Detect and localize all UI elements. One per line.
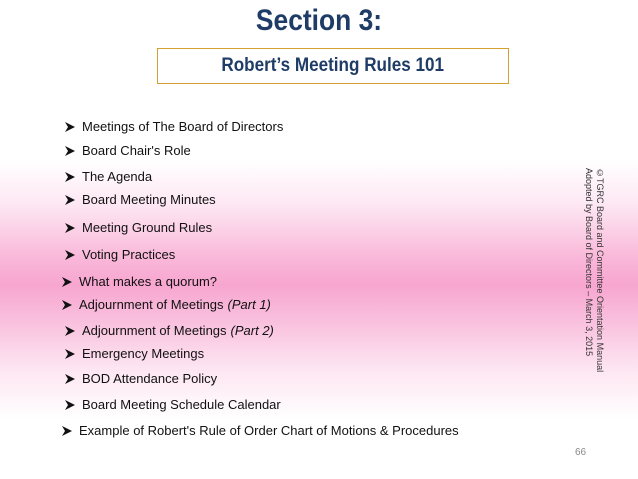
list-item-label: BOD Attendance Policy bbox=[82, 371, 218, 386]
list-item-note: (Part 1) bbox=[227, 297, 271, 312]
arrowhead-bullet-icon bbox=[64, 194, 76, 206]
list-item-label: What makes a quorum? bbox=[79, 274, 218, 289]
list-item bbox=[64, 346, 204, 361]
list-item-label: Emergency Meetings bbox=[82, 346, 205, 361]
list-item bbox=[61, 297, 271, 312]
arrowhead-bullet-icon bbox=[64, 121, 76, 133]
list-item bbox=[61, 423, 459, 438]
list-item-label: Board Chair's Role bbox=[82, 143, 191, 158]
list-item-label: Adjournment of Meetings bbox=[79, 297, 224, 312]
list-item bbox=[64, 220, 212, 235]
list-item bbox=[64, 192, 216, 207]
subtitle-box bbox=[157, 48, 509, 84]
arrowhead-bullet-icon bbox=[64, 222, 76, 234]
arrowhead-bullet-icon bbox=[64, 171, 76, 183]
list-item-label: Meetings of The Board of Directors bbox=[82, 119, 284, 134]
list-item bbox=[64, 323, 274, 338]
arrowhead-bullet-icon bbox=[61, 276, 73, 288]
arrowhead-bullet-icon bbox=[64, 373, 76, 385]
list-item-label: Adjournment of Meetings bbox=[82, 323, 227, 338]
page-title: Section 3: bbox=[255, 4, 383, 37]
list-item-label: Example of Robert's Rule of Order Chart of Motions & Procedures bbox=[79, 423, 459, 438]
list-item-label: The Agenda bbox=[82, 169, 153, 184]
arrowhead-bullet-icon bbox=[64, 325, 76, 337]
copyright-line-2: Adopted by Board of Directors – March 3, 2015 bbox=[584, 168, 594, 357]
arrowhead-bullet-icon bbox=[64, 399, 76, 411]
copyright-note bbox=[583, 168, 605, 372]
arrowhead-bullet-icon bbox=[61, 299, 73, 311]
arrowhead-bullet-icon bbox=[64, 249, 76, 261]
page-number: 66 bbox=[575, 447, 587, 458]
list-item bbox=[64, 143, 191, 158]
list-item bbox=[64, 371, 217, 386]
list-item bbox=[64, 247, 175, 262]
list-item bbox=[61, 274, 217, 289]
list-item bbox=[64, 169, 152, 184]
list-item bbox=[64, 397, 281, 412]
list-item-note: (Part 2) bbox=[230, 323, 274, 338]
subtitle: Robert’s Meeting Rules 101 bbox=[221, 55, 445, 76]
arrowhead-bullet-icon bbox=[64, 145, 76, 157]
list-item bbox=[64, 119, 283, 134]
list-item-label: Voting Practices bbox=[82, 247, 176, 262]
arrowhead-bullet-icon bbox=[61, 425, 73, 437]
list-item-label: Meeting Ground Rules bbox=[82, 220, 213, 235]
list-item-label: Board Meeting Schedule Calendar bbox=[82, 397, 281, 412]
list-item-label: Board Meeting Minutes bbox=[82, 192, 216, 207]
copyright-line-1: ©TGRC Board and Committee Orientation Manual bbox=[595, 168, 605, 373]
arrowhead-bullet-icon bbox=[64, 348, 76, 360]
